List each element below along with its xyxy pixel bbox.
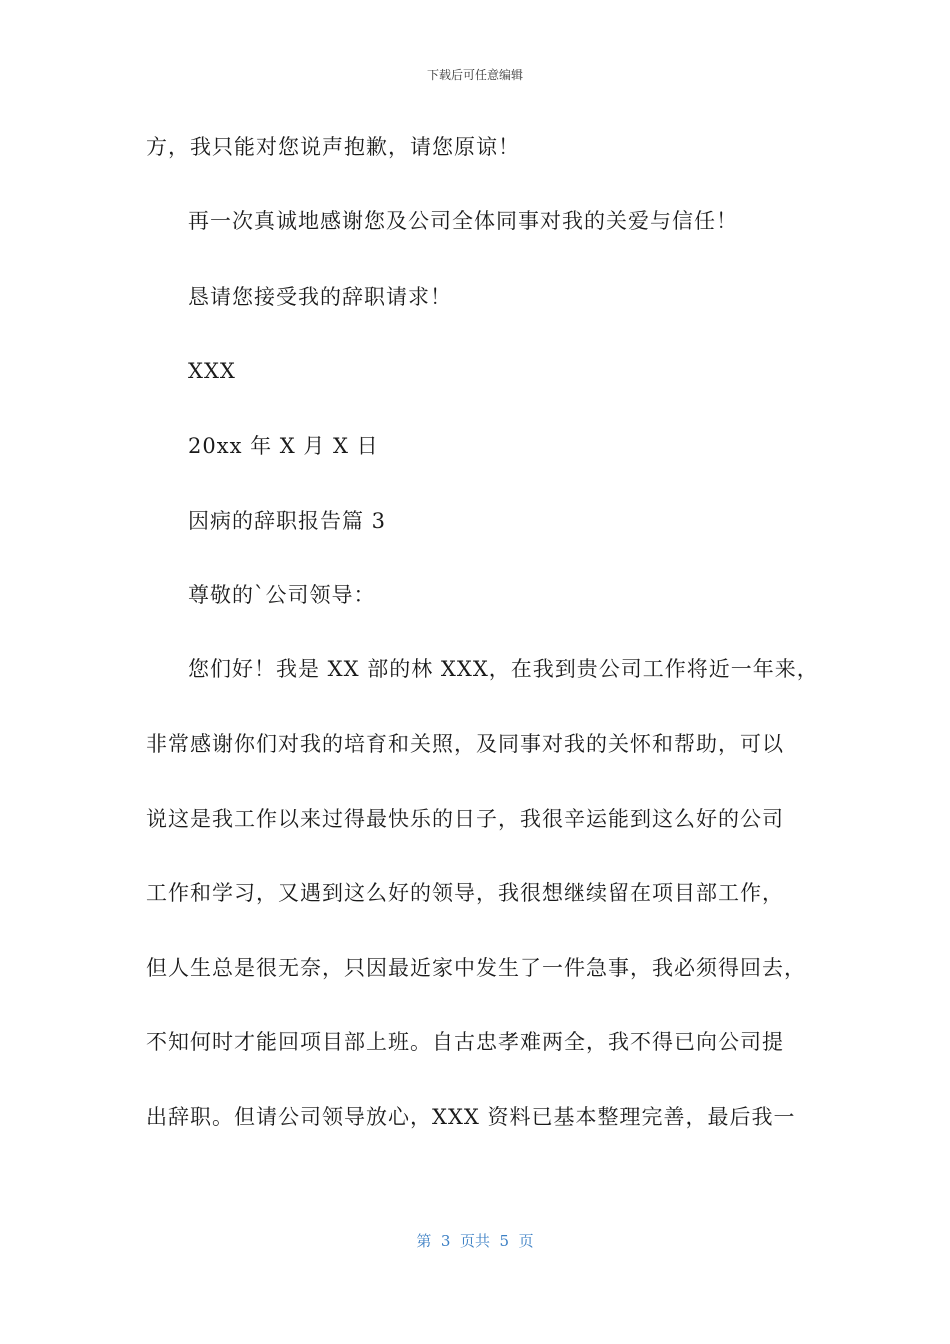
section-title: 因病的辞职报告篇 3 — [188, 509, 387, 533]
signature-date: 20xx 年 X 月 X 日 — [188, 434, 379, 458]
body-line-8: 您们好！我是 XX 部的林 XXX，在我到贵公司工作将近一年来， — [188, 657, 819, 681]
salutation: 尊敬的`公司领导： — [188, 583, 376, 607]
body-line-9: 非常感谢你们对我的培育和关照，及同事对我的关怀和帮助，可以 — [146, 732, 784, 756]
body-line-1: 方，我只能对您说声抱歉，请您原谅！ — [146, 135, 520, 159]
body-line-3: 恳请您接受我的辞职请求！ — [188, 285, 452, 309]
signature-name: XXX — [188, 359, 236, 383]
body-line-2: 再一次真诚地感谢您及公司全体同事对我的关爱与信任！ — [188, 209, 738, 233]
body-line-13: 不知何时才能回项目部上班。自古忠孝难两全，我不得已向公司提 — [146, 1030, 784, 1054]
body-line-10: 说这是我工作以来过得最快乐的日子，我很辛运能到这么好的公司 — [146, 807, 784, 831]
body-line-12: 但人生总是很无奈，只因最近家中发生了一件急事，我必须得回去， — [146, 956, 806, 980]
page-number: 第 3 页共 5 页 — [416, 1232, 534, 1250]
header-note: 下载后可任意编辑 — [426, 68, 523, 82]
body-line-11: 工作和学习，又遇到这么好的领导，我很想继续留在项目部工作， — [146, 881, 784, 905]
body-line-14: 出辞职。但请公司领导放心，XXX 资料已基本整理完善，最后我一 — [146, 1105, 796, 1129]
